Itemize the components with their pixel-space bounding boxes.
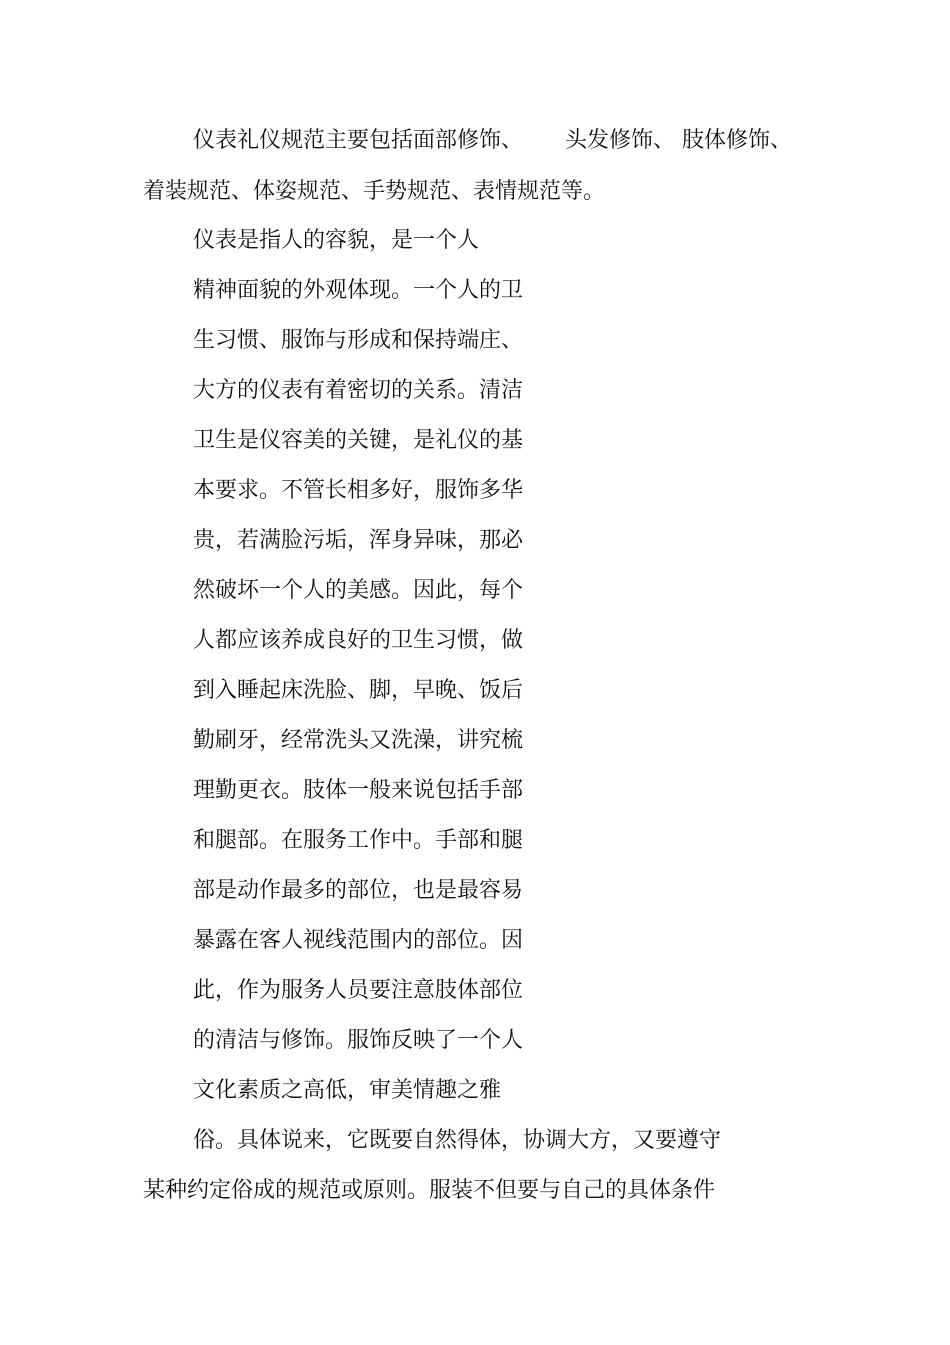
text-line-1: 仪表礼仪规范主要包括面部修饰、 头发修饰、 肢体修饰、 — [193, 128, 792, 153]
text-line-21: 俗。具体说来，它既要自然得体，协调大方，又要遵守 — [193, 1128, 722, 1153]
text-line-17: 暴露在客人视线范围内的部位。因 — [193, 928, 524, 953]
text-line-14: 理勤更衣。肢体一般来说包括手部 — [193, 778, 524, 803]
text-line-12: 到入睡起床洗脸、脚，早晚、饭后 — [193, 678, 524, 703]
text-line-13: 勤刷牙，经常洗头又洗澡，讲究梳 — [193, 728, 524, 753]
text-line-10: 然破坏一个人的美感。因此，每个 — [193, 578, 524, 603]
text-line-2: 着装规范、体姿规范、手势规范、表情规范等。 — [143, 179, 606, 204]
text-line-15: 和腿部。在服务工作中。手部和腿 — [193, 828, 524, 853]
text-line-22: 某种约定俗成的规范或原则。服装不但要与自己的具体条件 — [143, 1178, 716, 1203]
text-line-18: 此，作为服务人员要注意肢体部位 — [193, 978, 524, 1003]
text-line-16: 部是动作最多的部位，也是最容易 — [193, 878, 524, 903]
text-line-6: 大方的仪表有着密切的关系。清洁 — [193, 378, 524, 403]
text-line-20: 文化素质之高低，审美情趣之雅 — [193, 1078, 502, 1103]
text-line-19: 的清洁与修饰。服饰反映了一个人 — [193, 1028, 524, 1053]
text-line-4: 精神面貌的外观体现。一个人的卫 — [193, 278, 524, 303]
text-line-3: 仪表是指人的容貌，是一个人 — [193, 228, 480, 253]
text-line-9: 贵，若满脸污垢，浑身异味，那必 — [193, 528, 524, 553]
text-line-8: 本要求。不管长相多好，服饰多华 — [193, 478, 524, 503]
text-line-5: 生习惯、服饰与形成和保持端庄、 — [193, 328, 524, 353]
text-line-11: 人都应该养成良好的卫生习惯，做 — [193, 628, 524, 653]
text-line-7: 卫生是仪容美的关键，是礼仪的基 — [193, 428, 524, 453]
